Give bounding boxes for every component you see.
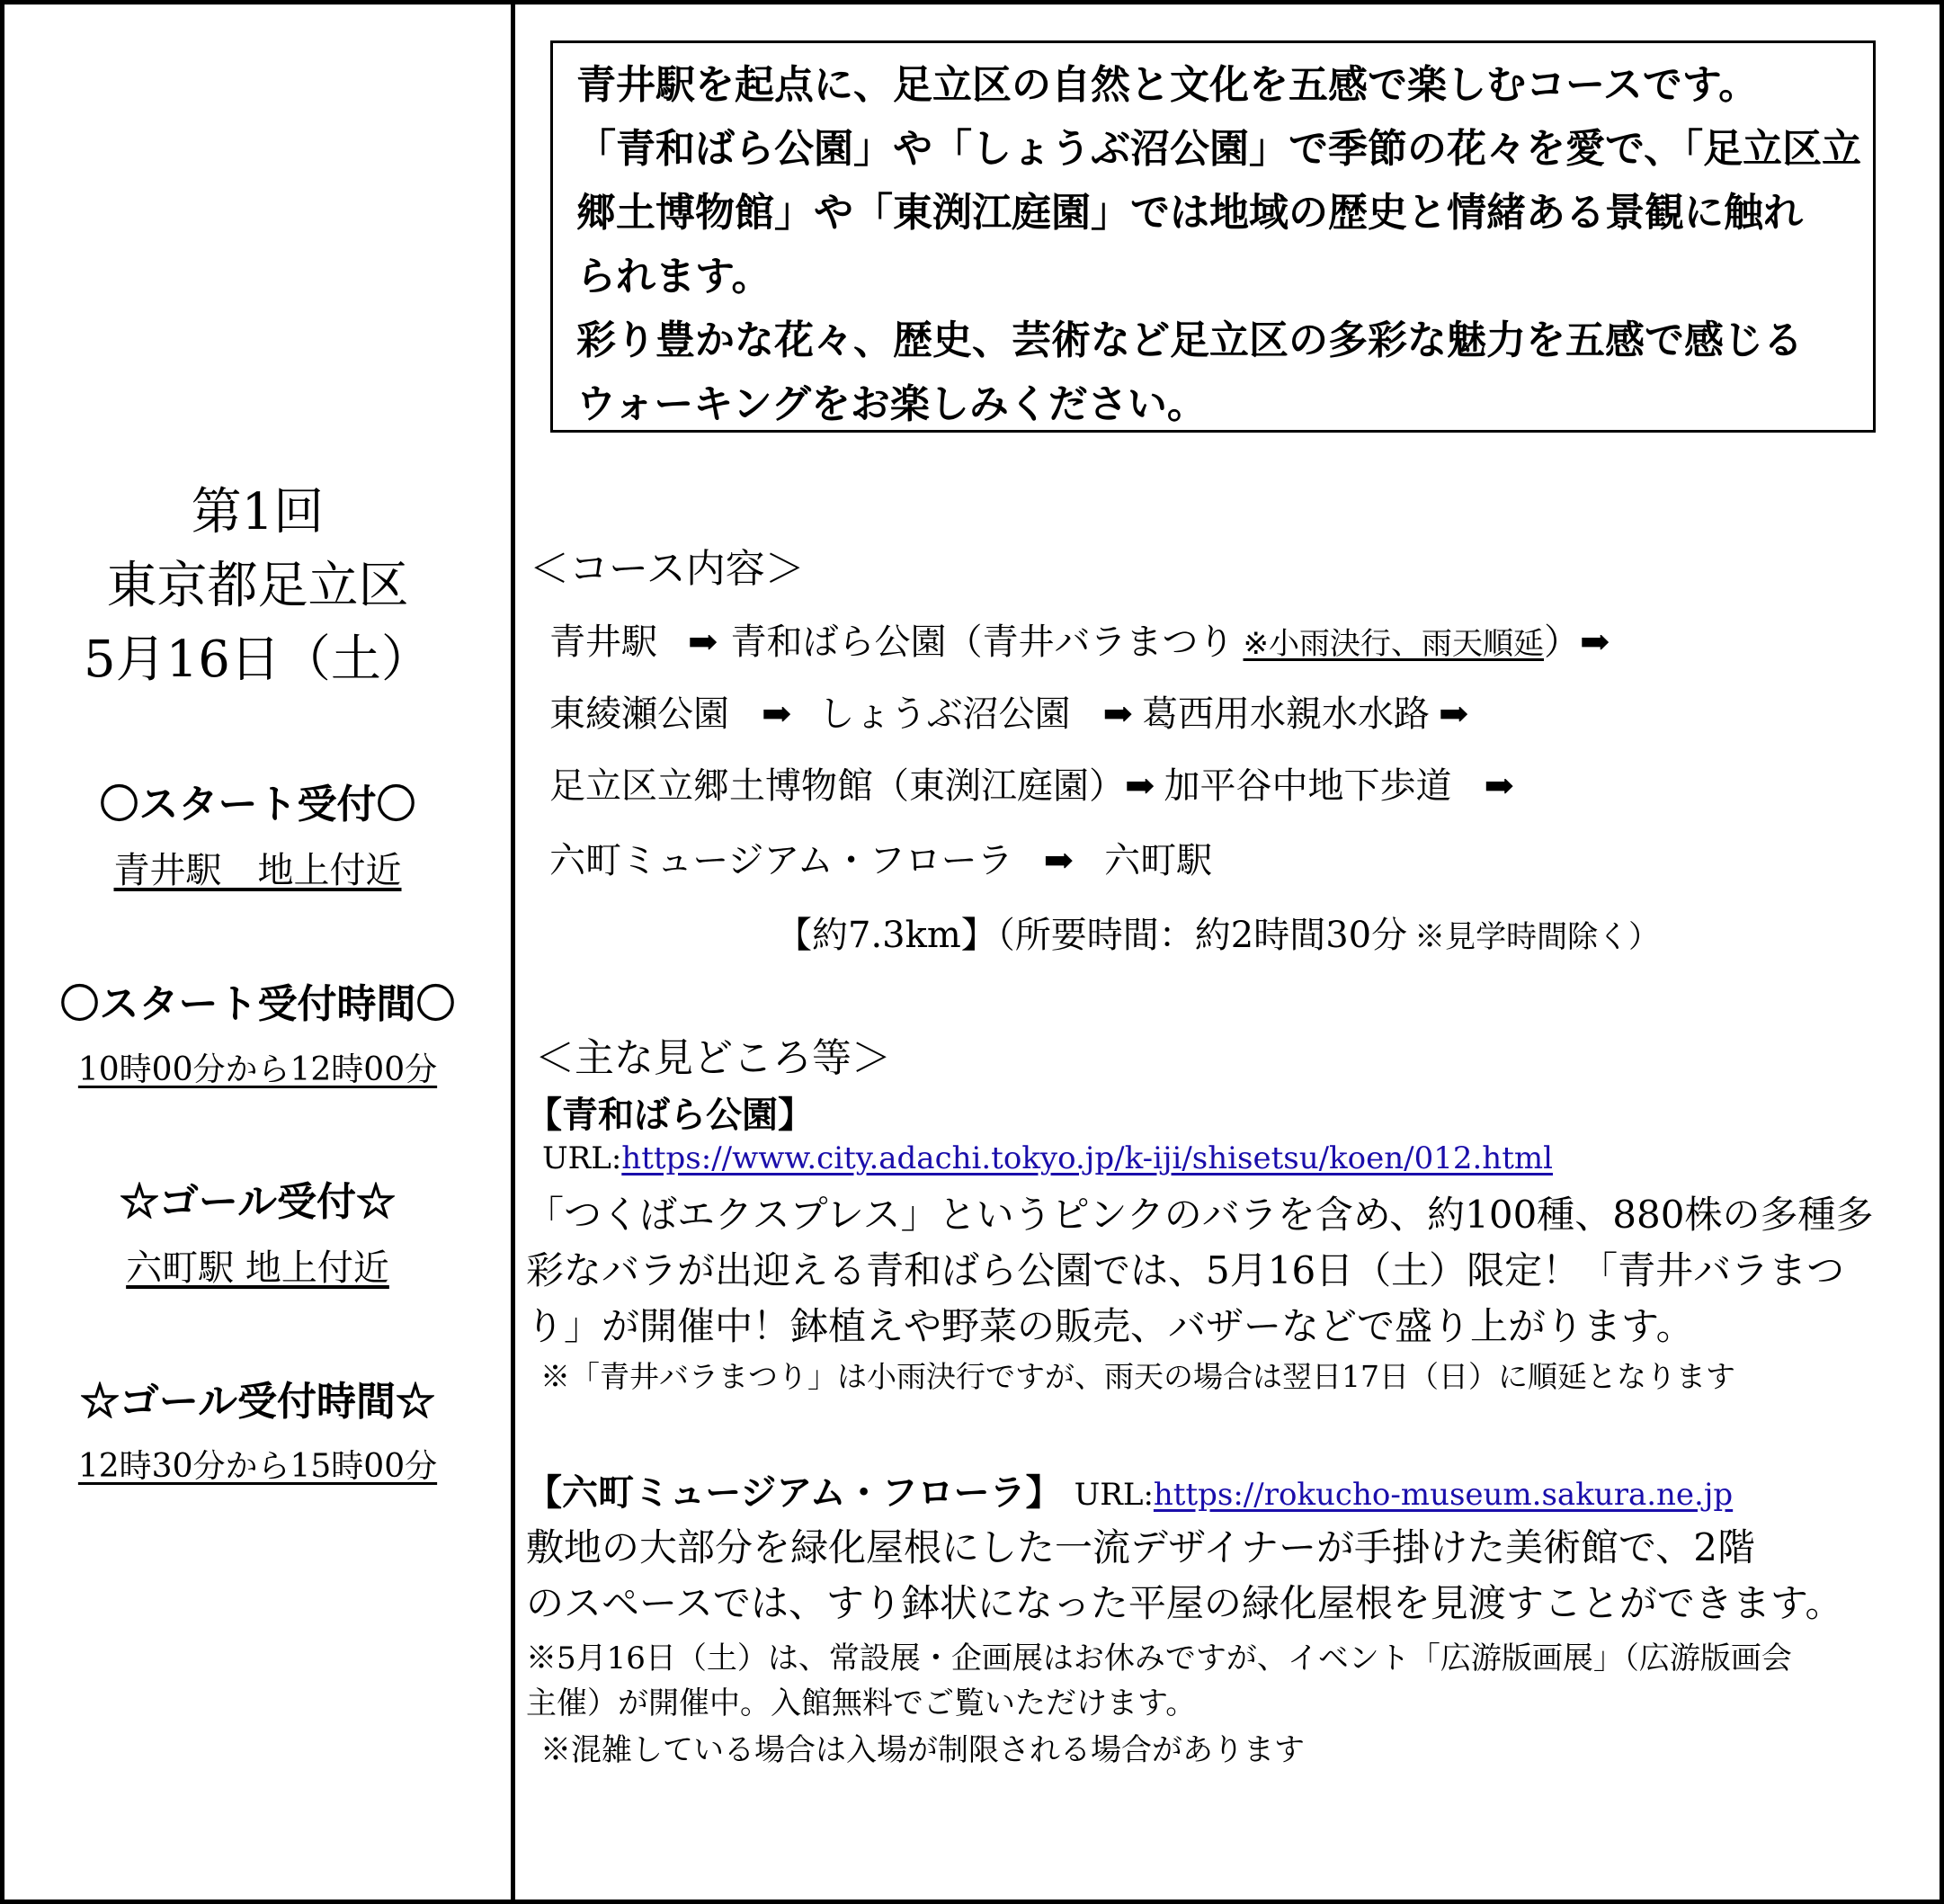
course-heading: ＜コース内容＞ xyxy=(530,546,805,592)
goal-reception-label: ☆ゴール受付☆ xyxy=(119,1179,397,1225)
course-row-3 xyxy=(549,757,1514,809)
stop-rokucho-museum: 六町ミュージアム・フローラ xyxy=(549,840,1013,881)
start-time: 10時00分から12時00分 xyxy=(77,1051,438,1088)
goal-reception-place: 六町駅 地上付近 xyxy=(126,1247,389,1289)
arrow-icon: ➡ xyxy=(1580,621,1610,663)
start-reception-label: 〇スタート受付〇 xyxy=(99,782,416,827)
arrow-icon: ➡ xyxy=(1102,693,1134,735)
stop-local-museum: 足立区立郷土博物館（東渕江庭園） xyxy=(549,765,1125,807)
park-title: 【青和ばら公園】 xyxy=(526,1094,814,1136)
start-time-label: 〇スタート受付時間〇 xyxy=(59,981,456,1027)
museum-note: 主催）が開催中。入館無料でご覧いただけます。 xyxy=(526,1685,1197,1721)
stop-kasai-waterway: 葛西用水親水水路 xyxy=(1142,693,1431,735)
paren-close: ） xyxy=(1544,621,1581,663)
arrow-icon: ➡ xyxy=(1043,839,1075,881)
course-row-2 xyxy=(549,685,1469,737)
goal-time-label: ☆ゴール受付時間☆ xyxy=(79,1379,436,1425)
stop-aoi-station: 青井駅 xyxy=(549,621,657,663)
goal-time: 12時30分から15時00分 xyxy=(77,1448,438,1485)
intro-line: ウォーキングをお楽しみください。 xyxy=(576,381,1207,427)
stop-shobunuma-park: しょうぶ沼公園 xyxy=(818,693,1071,735)
stop-higashiayase-park: 東綾瀬公園 xyxy=(549,693,729,735)
intro-line: られます。 xyxy=(576,254,771,299)
park-url-label: URL: xyxy=(542,1140,622,1176)
arrow-icon: ➡ xyxy=(1439,693,1469,735)
course-summary xyxy=(776,907,1659,958)
museum-note: ※混雑している場合は入場が制限される場合があります xyxy=(540,1732,1305,1768)
park-note: ※「青井バラまつり」は小雨決行ですが、雨天の場合は翌日17日（日）に順延となります xyxy=(540,1359,1735,1394)
park-url-row xyxy=(542,1140,1553,1176)
intro-line: 「青和ばら公園」や「しょうぶ沼公園」で季節の花々を愛で、「足立区立 xyxy=(576,126,1862,172)
arrow-icon: ➡ xyxy=(762,693,792,735)
intro-line: 青井駅を起点に、足立区の自然と文化を五感で楽しむコースです。 xyxy=(576,62,1759,108)
arrow-icon: ➡ xyxy=(1484,764,1515,807)
arrow-icon: ➡ xyxy=(688,621,718,663)
event-date: 5月16日（土） xyxy=(84,630,432,689)
distance-time: 【約7.3km】（所要時間：約2時間30分 xyxy=(776,915,1408,956)
museum-title-row xyxy=(526,1464,1733,1515)
intro-box xyxy=(550,40,1876,433)
stop-rokucho-station: 六町駅 xyxy=(1104,840,1213,881)
park-line: 彩なバラが出迎える青和ばら公園では、5月16日（土）限定！「青井バラまつ xyxy=(526,1248,1845,1292)
course-row-4 xyxy=(549,832,1212,883)
summary-note: ※見学時間除く） xyxy=(1414,919,1660,955)
park-url-link[interactable]: https://www.city.adachi.tokyo.jp/k-iji/shisetsu/koen/012.html xyxy=(621,1140,1553,1176)
intro-line: 郷土博物館」や「東渕江庭園」では地域の歴史と情緒ある景観に触れ xyxy=(576,190,1803,236)
museum-line: のスペースでは、すり鉢状になった平屋の緑化屋根を見渡すことができます。 xyxy=(526,1581,1843,1625)
museum-url-label: URL: xyxy=(1074,1477,1154,1513)
highlights-heading: ＜主な見どころ等＞ xyxy=(535,1035,891,1081)
museum-url-link[interactable]: https://rokucho-museum.sakura.ne.jp xyxy=(1153,1477,1734,1513)
arrow-icon: ➡ xyxy=(1125,764,1155,807)
event-location: 東京都足立区 xyxy=(106,557,409,615)
event-info-column xyxy=(4,0,511,1904)
museum-line: 敷地の大部分を緑化屋根にした一流デザイナーが手掛けた美術館で、2階 xyxy=(526,1525,1755,1569)
park-line: り」が開催中！鉢植えや野菜の販売、バザーなどで盛り上がります。 xyxy=(526,1304,1694,1348)
museum-note: ※5月16日（土）は、常設展・企画展はお休みですが、イベント「広游版画展」（広游版画会 xyxy=(526,1640,1792,1676)
course-details-column xyxy=(515,0,1940,1904)
start-reception-place: 青井駅 地上付近 xyxy=(113,850,402,891)
intro-line: 彩り豊かな花々、歴史、芸術など足立区の多彩な魅力を五感で感じる xyxy=(576,317,1803,363)
stop-kahei-underpass: 加平谷中地下歩道 xyxy=(1164,765,1452,807)
course-row-1 xyxy=(549,613,1610,665)
park-line: 「つくばエクスプレス」というピンクのバラを含め、約100種、880株の多種多 xyxy=(526,1193,1874,1237)
rain-note: ※小雨決行、雨天順延 xyxy=(1243,626,1545,662)
event-number: 第1回 xyxy=(191,483,325,541)
museum-title: 【六町ミュージアム・フローラ】 xyxy=(526,1471,1062,1514)
stop-seiwa-rose-park: 青和ばら公園（青井バラまつり xyxy=(730,621,1235,663)
